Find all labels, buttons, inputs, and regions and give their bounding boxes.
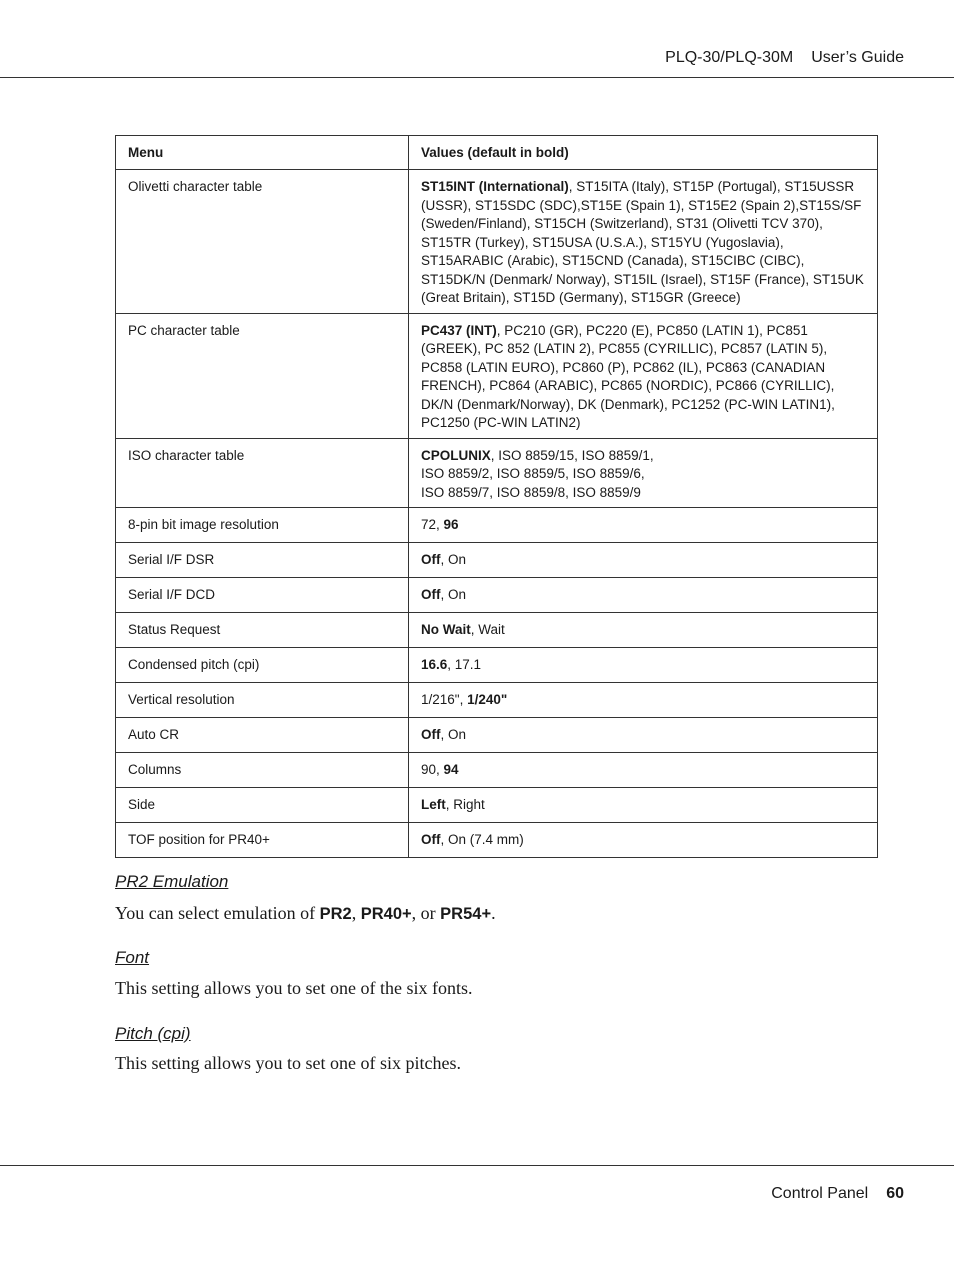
text-fragment: . <box>491 903 496 923</box>
table-row <box>116 508 878 543</box>
values-cell <box>409 313 878 438</box>
menu-cell: Serial I/F DSR <box>116 543 409 578</box>
text-fragment: , <box>351 903 361 923</box>
table-row <box>116 170 878 314</box>
other-values: , ISO 8859/15, ISO 8859/1, <box>490 447 654 463</box>
option-pr2: PR2 <box>319 905 352 923</box>
other-values: 90, <box>421 762 444 777</box>
table-row <box>116 718 878 753</box>
values-cell <box>409 823 878 858</box>
default-value: 96 <box>443 517 459 532</box>
default-value: Left <box>421 797 446 812</box>
table-row <box>116 613 878 648</box>
table-header-row <box>116 136 878 170</box>
menu-cell: Olivetti character table <box>116 170 409 314</box>
other-values: , On (7.4 mm) <box>440 832 524 847</box>
footer-section: Control Panel <box>771 1185 869 1202</box>
table-row <box>116 753 878 788</box>
text-fragment: , or <box>411 903 441 923</box>
default-value: CPOLUNIX <box>421 447 491 463</box>
default-value: PC437 (INT) <box>421 322 497 338</box>
pr2-emulation-heading: PR2 Emulation <box>115 872 229 891</box>
other-values: , On <box>440 727 467 742</box>
table-row <box>116 788 878 823</box>
values-cell <box>409 648 878 683</box>
menu-cell: Auto CR <box>116 718 409 753</box>
option-pr40: PR40+ <box>360 905 412 923</box>
table-row <box>116 683 878 718</box>
pitch-text: This setting allows you to set one of six pitches. <box>115 1053 461 1073</box>
option-pr54: PR54+ <box>440 905 492 923</box>
default-value: ST15INT (International) <box>421 179 569 194</box>
menu-cell: Vertical resolution <box>116 683 409 718</box>
values-cell <box>409 613 878 648</box>
text-fragment: You can select emulation of <box>115 903 320 923</box>
footer-rule <box>0 1165 954 1166</box>
table-row <box>116 823 878 858</box>
default-value: No Wait <box>421 622 471 637</box>
menu-cell: TOF position for PR40+ <box>116 823 409 858</box>
default-value: Off <box>421 832 441 847</box>
menu-cell: ISO character table <box>116 438 409 508</box>
values-cell <box>409 438 878 508</box>
header-rule <box>0 77 954 78</box>
page-footer <box>771 1185 904 1203</box>
other-values: 1/216", <box>421 692 468 707</box>
default-value: 16.6 <box>421 657 448 672</box>
menu-cell: 8-pin bit image resolution <box>116 508 409 543</box>
menu-cell: Condensed pitch (cpi) <box>116 648 409 683</box>
menu-cell: Status Request <box>116 613 409 648</box>
other-values: , ST15ITA (Italy), ST15P (Portugal), ST15USSR (USSR), ST15SDC (SDC),ST15E (Spain 1), ST15E2 (Spain 2),ST15S/SF (Sweden/Finland), ST15CH (Switzerland), ST31 (Olivetti TCV 370), ST15TR (Turkey), ST15USA (U.S.A.), ST15YU (Yugoslavia), ST15ARABIC (Arabic), ST15CND (Canada), ST15CIBC (CIBC), ST15DK/N (Denmark/ Norway), ST15IL (Israel), ST15F (France), ST15UK (Great Britain), ST15D (Germany), ST15GR (Greece) <box>421 179 864 305</box>
other-values-line3: ISO 8859/7, ISO 8859/8, ISO 8859/9 <box>421 484 641 500</box>
default-value: Off <box>421 587 441 602</box>
other-values: 72, <box>421 517 444 532</box>
table-row <box>116 313 878 438</box>
default-value: Off <box>421 727 441 742</box>
menu-cell: Columns <box>116 753 409 788</box>
values-cell <box>409 170 878 314</box>
other-values: , On <box>440 587 467 602</box>
menu-cell: Side <box>116 788 409 823</box>
other-values: , PC210 (GR), PC220 (E), PC850 (LATIN 1), PC851 (GREEK), PC 852 (LATIN 2), PC855 (CYRILLIC), PC857 (LATIN 5), PC858 (LATIN EURO), PC860 (P), PC862 (IL), PC863 (CANADIAN FRENCH), PC864 (ARABIC), PC865 (NORDIC), PC866 (CYRILLIC), DK/N (Denmark/Norway), DK (Denmark), PC1252 (PC-WIN LATIN1), PC1250 (PC-WIN LATIN2) <box>421 322 835 430</box>
guide-title: User’s Guide <box>811 49 904 66</box>
values-cell <box>409 508 878 543</box>
page-header <box>665 49 904 67</box>
values-cell <box>409 788 878 823</box>
column-header-values: Values (default in bold) <box>409 136 878 170</box>
column-header-menu: Menu <box>116 136 409 170</box>
default-value: 1/240" <box>467 692 508 707</box>
product-name: PLQ-30/PLQ-30M <box>665 49 794 66</box>
values-cell <box>409 753 878 788</box>
menu-cell: PC character table <box>116 313 409 438</box>
font-text: This setting allows you to set one of the six fonts. <box>115 978 473 998</box>
menu-cell: Serial I/F DCD <box>116 578 409 613</box>
values-cell <box>409 578 878 613</box>
settings-table <box>115 135 878 858</box>
other-values-line2: ISO 8859/2, ISO 8859/5, ISO 8859/6, <box>421 466 645 481</box>
pr2-emulation-text <box>115 903 496 924</box>
other-values: , Wait <box>470 622 505 637</box>
font-heading: Font <box>115 948 150 967</box>
table-row <box>116 578 878 613</box>
default-value: 94 <box>443 762 459 777</box>
values-cell <box>409 683 878 718</box>
values-cell <box>409 543 878 578</box>
default-value: Off <box>421 552 441 567</box>
table-row <box>116 648 878 683</box>
values-cell <box>409 718 878 753</box>
other-values: , 17.1 <box>447 657 482 672</box>
other-values: , On <box>440 552 467 567</box>
table-row <box>116 438 878 508</box>
other-values: , Right <box>445 797 485 812</box>
pitch-heading: Pitch (cpi) <box>115 1024 191 1043</box>
page-number: 60 <box>886 1185 904 1202</box>
table-row <box>116 543 878 578</box>
